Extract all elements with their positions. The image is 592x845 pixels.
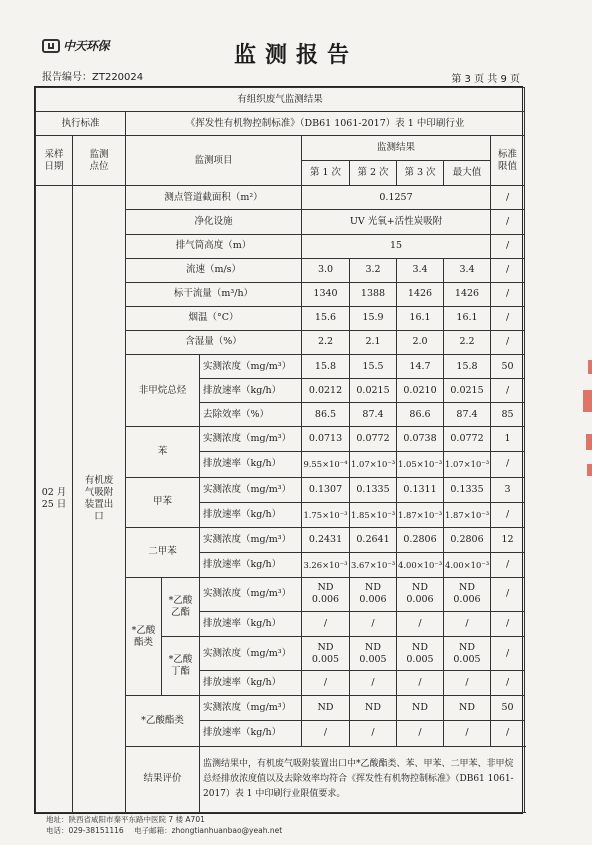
cell-run-1: 86.5 xyxy=(302,403,350,427)
param-label: 排放速率（kg/h） xyxy=(200,452,302,477)
cell-run-2: 3.67×10⁻³ xyxy=(350,552,397,577)
page-number: 第 3 页 共 9 页 xyxy=(451,74,520,85)
cell-run-2: 0.0772 xyxy=(350,427,397,452)
footer-address: 地址：陕西省咸阳市秦平东路中医院 7 楼 A701 xyxy=(46,815,205,824)
pollutant-name: 非甲烷总烃 xyxy=(126,355,200,427)
results-sheet xyxy=(34,86,523,814)
cell-limit: 50 xyxy=(491,696,525,721)
cell-run-3: / xyxy=(397,671,444,696)
cell-limit: / xyxy=(491,721,525,746)
cell-max: ND 0.005 xyxy=(444,637,491,671)
header-run-2: 第 2 次 xyxy=(350,161,397,186)
cell-run-1: 9.55×10⁻⁴ xyxy=(302,452,350,477)
cell-run-2: 15.9 xyxy=(350,306,397,330)
cell-run-2: 1388 xyxy=(350,282,397,306)
cell-run-3: 1426 xyxy=(397,282,444,306)
cell-max: 87.4 xyxy=(444,403,491,427)
cell-max: 4.00×10⁻³ xyxy=(444,552,491,577)
cell-run-1: 0.1307 xyxy=(302,477,350,502)
cell-run-3: 4.00×10⁻³ xyxy=(397,552,444,577)
footer xyxy=(46,814,290,836)
cell-run-3: 14.7 xyxy=(397,355,444,379)
cell-run-2: 87.4 xyxy=(350,403,397,427)
cell-run-1: 3.26×10⁻³ xyxy=(302,552,350,577)
conclusion-text: 监测结果中，有机废气吸附装置出口中*乙酸酯类、苯、甲苯、二甲苯、非甲烷总烃排放浓度值以及去除效率均符合《挥发性有机物控制标准》（DB61 1061-2017）表 1 中印刷行业限值要求。 xyxy=(200,746,525,812)
cell-run-3: 0.0210 xyxy=(397,379,444,403)
seal-edge-mark xyxy=(578,360,592,480)
cell-max: ND xyxy=(444,696,491,721)
cell-run-3: ND xyxy=(397,696,444,721)
row-label: 流速（m/s） xyxy=(126,258,302,282)
cell-max: 16.1 xyxy=(444,306,491,330)
cell-limit: / xyxy=(491,282,525,306)
footer-phone: 电话：029-38151116 xyxy=(46,826,124,835)
cell-max: 2.2 xyxy=(444,330,491,354)
sampling-date: 02 月 25 日 xyxy=(36,186,73,813)
param-label: 实测浓度（mg/m³） xyxy=(200,527,302,552)
row-label: 排气筒高度（m） xyxy=(126,234,302,258)
cell-run-1: 0.0212 xyxy=(302,379,350,403)
cell-run-2: / xyxy=(350,721,397,746)
cell-run-3: 1.87×10⁻³ xyxy=(397,502,444,527)
cell-limit: / xyxy=(491,258,525,282)
cell-run-1: 1.75×10⁻³ xyxy=(302,502,350,527)
cell-run-3: / xyxy=(397,721,444,746)
cell-run-3: 0.0738 xyxy=(397,427,444,452)
param-label: 排放速率（kg/h） xyxy=(200,671,302,696)
cell-limit: 1 xyxy=(491,427,525,452)
pollutant-name: 甲苯 xyxy=(126,477,200,527)
cell-limit: / xyxy=(491,502,525,527)
cell-run-1: 15.6 xyxy=(302,306,350,330)
cell-limit: / xyxy=(491,452,525,477)
cell-run-1: ND 0.006 xyxy=(302,577,350,611)
cell-max: ND 0.006 xyxy=(444,577,491,611)
header-sampling-date: 采样 日期 xyxy=(36,136,73,186)
standard-label: 执行标准 xyxy=(36,112,126,136)
ethyl-acetate-name: *乙酸 乙酯 xyxy=(162,577,200,636)
param-label: 排放速率（kg/h） xyxy=(200,379,302,403)
cell-run-1: 3.0 xyxy=(302,258,350,282)
cell-run-3: / xyxy=(397,612,444,637)
param-label: 排放速率（kg/h） xyxy=(200,721,302,746)
cell-limit: 50 xyxy=(491,355,525,379)
cell-run-1: / xyxy=(302,721,350,746)
cell-run-1: 1340 xyxy=(302,282,350,306)
cell-limit: 85 xyxy=(491,403,525,427)
row-label: 含湿量（%） xyxy=(126,330,302,354)
cell-run-2: 1.07×10⁻³ xyxy=(350,452,397,477)
row-label: 标干流量（m³/h） xyxy=(126,282,302,306)
pollutant-name: *乙酸酯类 xyxy=(126,696,200,746)
cell-limit: / xyxy=(491,612,525,637)
cell-run-3: 86.6 xyxy=(397,403,444,427)
header-limit: 标准 限值 xyxy=(491,136,525,186)
cell-run-2: 0.2641 xyxy=(350,527,397,552)
param-label: 排放速率（kg/h） xyxy=(200,502,302,527)
param-label: 实测浓度（mg/m³） xyxy=(200,355,302,379)
cell-max: 0.2806 xyxy=(444,527,491,552)
cell-max: 1.87×10⁻³ xyxy=(444,502,491,527)
header-run-1: 第 1 次 xyxy=(302,161,350,186)
cell-limit: / xyxy=(491,306,525,330)
cell-run-1: 2.2 xyxy=(302,330,350,354)
report-number: 报告编号：ZT220024 xyxy=(42,72,144,83)
header-run-3: 第 3 次 xyxy=(397,161,444,186)
cell-limit: / xyxy=(491,671,525,696)
header-monitoring-point: 监测 点位 xyxy=(73,136,126,186)
row-label: 测点管道截面积（m²） xyxy=(126,186,302,210)
cell-limit: / xyxy=(491,552,525,577)
param-label: 实测浓度（mg/m³） xyxy=(200,427,302,452)
cell-max: 0.1335 xyxy=(444,477,491,502)
cell-max: 15.8 xyxy=(444,355,491,379)
cell-run-3: 3.4 xyxy=(397,258,444,282)
row-value: 15 xyxy=(302,234,491,258)
param-label: 实测浓度（mg/m³） xyxy=(200,477,302,502)
cell-limit: 12 xyxy=(491,527,525,552)
cell-run-2: ND 0.006 xyxy=(350,577,397,611)
monitoring-table xyxy=(35,87,525,813)
cell-run-1: 0.0713 xyxy=(302,427,350,452)
cell-run-2: 15.5 xyxy=(350,355,397,379)
param-label: 实测浓度（mg/m³） xyxy=(200,637,302,671)
param-label: 排放速率（kg/h） xyxy=(200,612,302,637)
cell-max: / xyxy=(444,721,491,746)
cell-run-1: 0.2431 xyxy=(302,527,350,552)
cell-run-1: ND 0.005 xyxy=(302,637,350,671)
param-label: 排放速率（kg/h） xyxy=(200,552,302,577)
cell-run-3: 0.1311 xyxy=(397,477,444,502)
cell-run-2: 1.85×10⁻³ xyxy=(350,502,397,527)
logo-text: 中天环保 xyxy=(63,39,110,53)
cell-run-3: 1.05×10⁻³ xyxy=(397,452,444,477)
row-limit: / xyxy=(491,234,525,258)
standard-value: 《挥发性有机物控制标准》（DB61 1061-2017）表 1 中印刷行业 xyxy=(126,112,525,136)
header-results: 监测结果 xyxy=(302,136,491,161)
footer-contact xyxy=(46,825,290,836)
cell-limit: 3 xyxy=(491,477,525,502)
cell-run-3: ND 0.006 xyxy=(397,577,444,611)
cell-run-3: ND 0.005 xyxy=(397,637,444,671)
cell-run-1: ND xyxy=(302,696,350,721)
cell-run-2: / xyxy=(350,671,397,696)
row-limit: / xyxy=(491,186,525,210)
cell-max: / xyxy=(444,612,491,637)
cell-max: 0.0772 xyxy=(444,427,491,452)
ester-group-name: *乙酸 酯类 xyxy=(126,577,162,695)
cell-max: 3.4 xyxy=(444,258,491,282)
param-label: 实测浓度（mg/m³） xyxy=(200,696,302,721)
cell-run-2: 2.1 xyxy=(350,330,397,354)
pollutant-name: 二甲苯 xyxy=(126,527,200,577)
cell-max: 1426 xyxy=(444,282,491,306)
cell-run-1: / xyxy=(302,612,350,637)
cell-limit: / xyxy=(491,577,525,611)
row-label: 烟温（°C） xyxy=(126,306,302,330)
param-label: 去除效率（%） xyxy=(200,403,302,427)
cell-max: 0.0215 xyxy=(444,379,491,403)
cell-max: 1.07×10⁻³ xyxy=(444,452,491,477)
cell-run-1: 15.8 xyxy=(302,355,350,379)
cell-run-2: 0.1335 xyxy=(350,477,397,502)
row-limit: / xyxy=(491,210,525,234)
cell-run-3: 2.0 xyxy=(397,330,444,354)
butyl-acetate-name: *乙酸 丁酯 xyxy=(162,637,200,696)
section-title: 有组织废气监测结果 xyxy=(36,88,525,112)
cell-run-1: / xyxy=(302,671,350,696)
row-value: 0.1257 xyxy=(302,186,491,210)
cell-limit: / xyxy=(491,379,525,403)
header-monitoring-item: 监测项目 xyxy=(126,136,302,186)
cell-limit: / xyxy=(491,637,525,671)
cell-run-2: ND xyxy=(350,696,397,721)
cell-run-3: 0.2806 xyxy=(397,527,444,552)
cell-limit: / xyxy=(491,330,525,354)
row-value: UV 光氧+活性炭吸附 xyxy=(302,210,491,234)
param-label: 实测浓度（mg/m³） xyxy=(200,577,302,611)
header-max: 最大值 xyxy=(444,161,491,186)
cell-max: / xyxy=(444,671,491,696)
pollutant-name: 苯 xyxy=(126,427,200,477)
cell-run-3: 16.1 xyxy=(397,306,444,330)
footer-email: 电子邮箱：zhongtianhuanbao@yeah.net xyxy=(134,826,283,835)
monitoring-point: 有机废 气吸附 装置出 口 xyxy=(73,186,126,813)
cell-run-2: 3.2 xyxy=(350,258,397,282)
conclusion-label: 结果评价 xyxy=(126,746,200,812)
cell-run-2: / xyxy=(350,612,397,637)
report-title: 监测报告 xyxy=(233,42,358,68)
row-label: 净化设施 xyxy=(126,210,302,234)
cell-run-2: 0.0215 xyxy=(350,379,397,403)
cell-run-2: ND 0.005 xyxy=(350,637,397,671)
